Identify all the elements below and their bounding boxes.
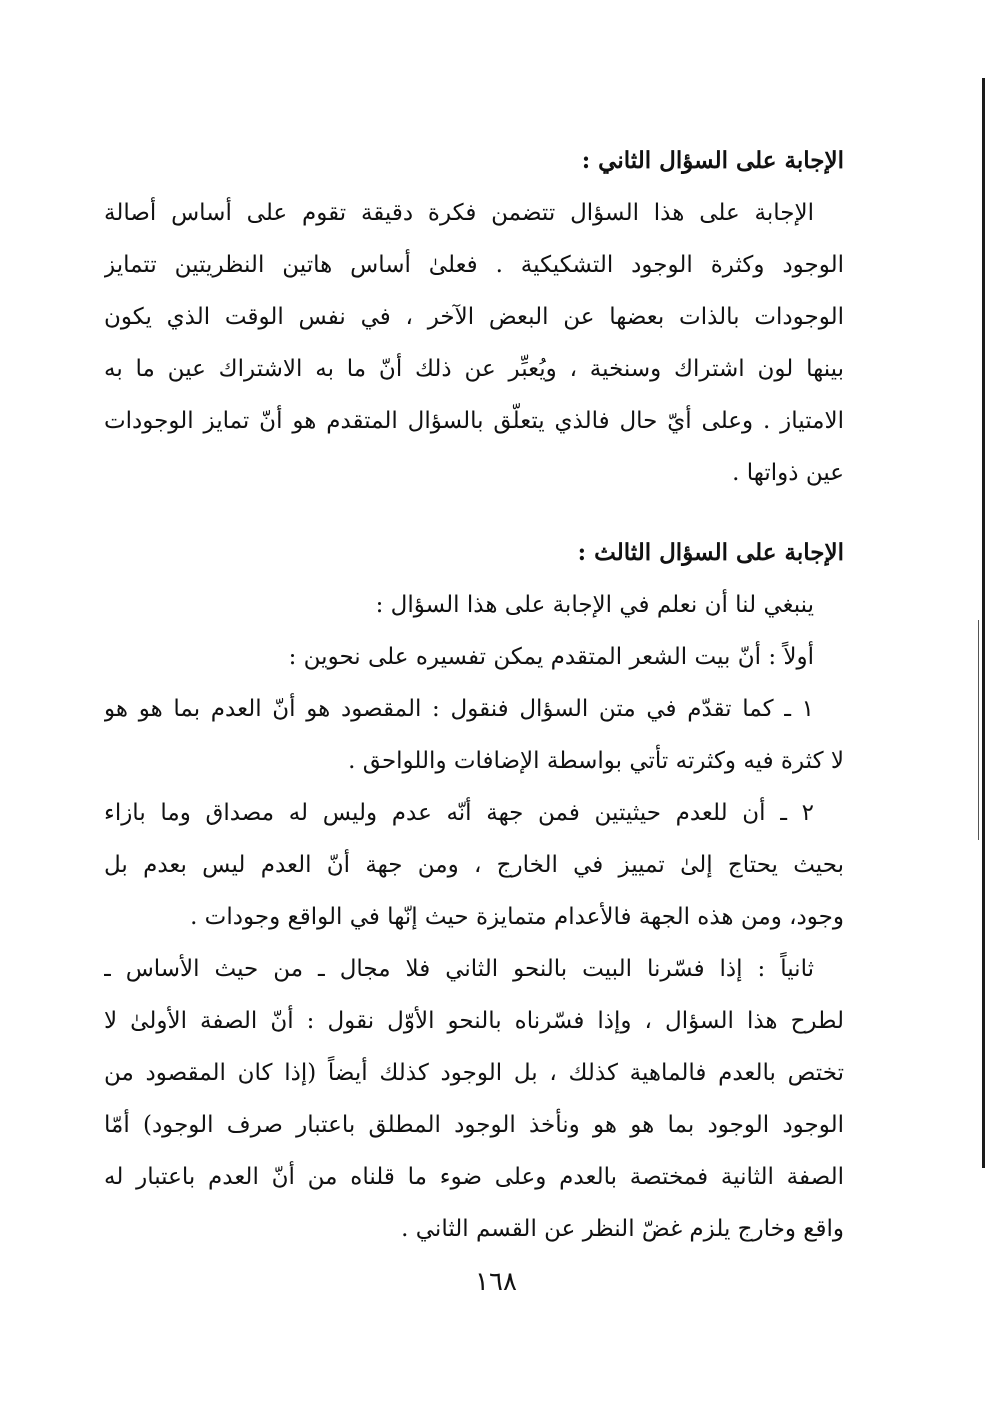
text-line: لا كثرة فيه وكثرته تأتي بواسطة الإضافات واللواحق . — [348, 748, 844, 774]
text-line: الوجود الوجود بما هو هو ونأخذ الوجود المطلق باعتبار صرف الوجود) أمّا — [104, 1112, 844, 1138]
text-line: لطرح هذا السؤال ، وإذا فسّرناه بالنحو الأوّل نقول : أنّ الصفة الأولىٰ لا — [104, 1008, 844, 1034]
text-line: وجود، ومن هذه الجهة فالأعدام متمايزة حيث إنّها في الواقع وجودات . — [190, 904, 844, 930]
paragraph-third-answer — [104, 579, 844, 1255]
text-line: واقع وخارج يلزم غضّ النظر عن القسم الثاني . — [401, 1216, 844, 1242]
text-line: الإجابة على هذا السؤال تتضمن فكرة دقيقة تقوم على أساس أصالة — [104, 200, 814, 226]
text-line: تختص بالعدم فالماهية كذلك ، بل الوجود كذلك أيضاً (إذا كان المقصود من — [104, 1060, 844, 1086]
text-line: بحيث يحتاج إلىٰ تمييز في الخارج ، ومن جهة أنّ العدم ليس بعدم بل — [104, 852, 844, 878]
text-line: ١ ـ كما تقدّم في متن السؤال فنقول : المقصود هو أنّ العدم بما هو هو — [104, 696, 814, 722]
text-line: الصفة الثانية فمختصة بالعدم وعلى ضوء ما قلناه من أنّ العدم باعتبار له — [104, 1164, 844, 1190]
page-number: ١٦٨ — [475, 1267, 517, 1297]
text-line: ثانياً : إذا فسّرنا البيت بالنحو الثاني فلا مجال ـ من حيث الأساس ـ — [104, 956, 814, 982]
text-line: عين ذواتها . — [732, 460, 844, 486]
text-line: ينبغي لنا أن نعلم في الإجابة على هذا السؤال : — [375, 592, 814, 618]
text-line: أولاً : أنّ بيت الشعر المتقدم يمكن تفسيره على نحوين : — [288, 644, 814, 670]
page-edge-line — [982, 78, 985, 1168]
text-line: بينها لون اشتراك وسنخية ، ويُعبِّر عن ذلك أنّ ما به الاشتراك عين ما به — [104, 356, 844, 382]
text-line: الوجود وكثرة الوجود التشكيكية . فعلىٰ أساس هاتين النظريتين تتمايز — [104, 252, 844, 278]
text-line: الامتياز . وعلى أيّ حال فالذي يتعلّق بالسؤال المتقدم هو أنّ تمايز الوجودات — [104, 408, 844, 434]
section-heading-second-question: الإجابة على السؤال الثاني : — [581, 147, 844, 174]
section-heading-third-question: الإجابة على السؤال الثالث : — [577, 539, 844, 566]
page-edge-line-secondary — [978, 620, 979, 840]
text-line: ٢ ـ أن للعدم حيثيتين فمن جهة أنّه عدم وليس له مصداق وما بازاء — [104, 800, 814, 826]
paragraph-second-answer — [104, 187, 844, 499]
text-line: الوجودات بالذات بعضها عن البعض الآخر ، في نفس الوقت الذي يكون — [104, 304, 844, 330]
